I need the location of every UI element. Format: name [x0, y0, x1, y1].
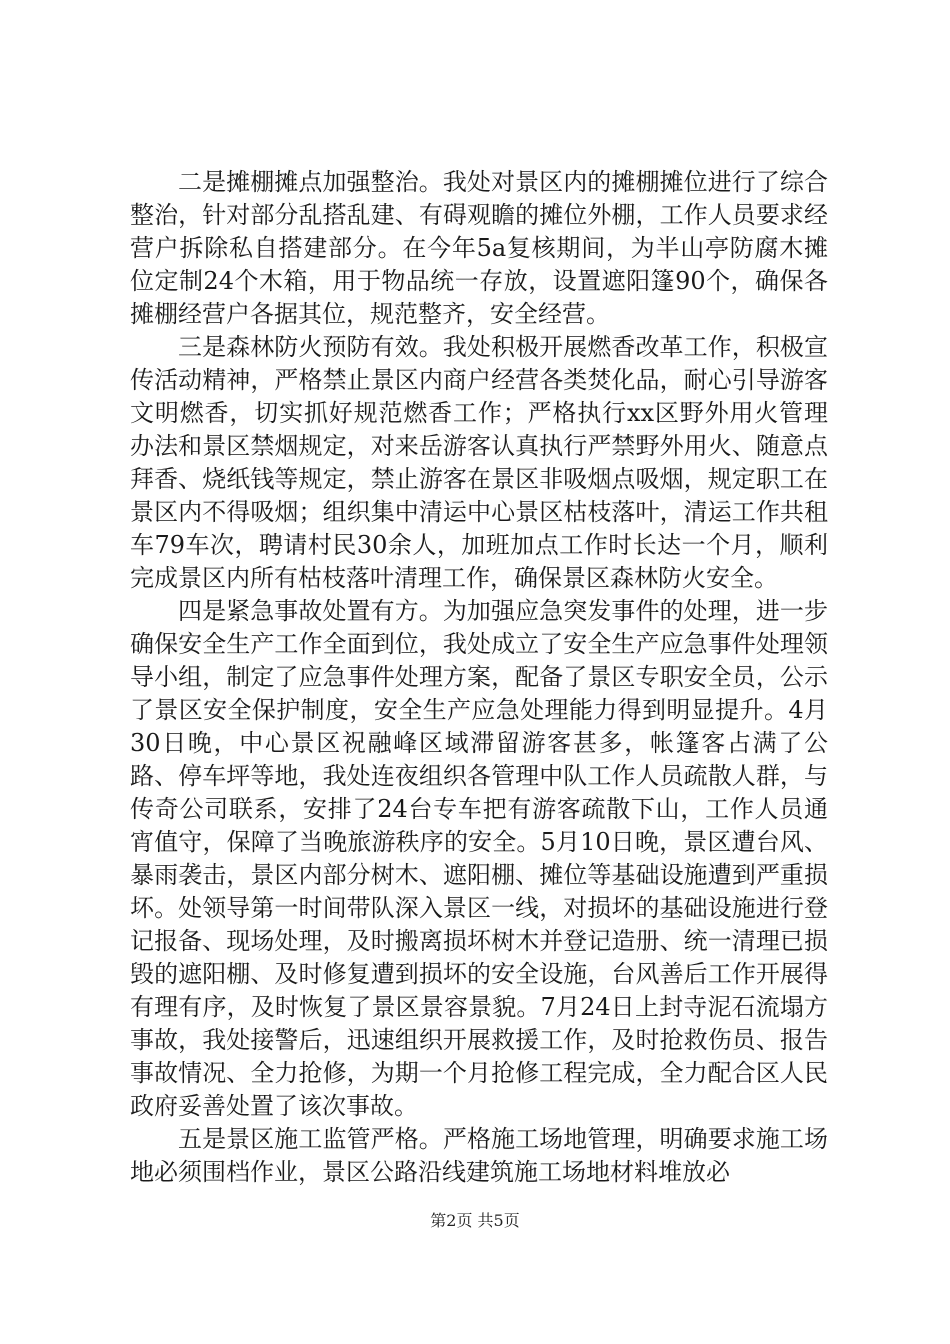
paragraph-emergency-handling: 四是紧急事故处置有方。为加强应急突发事件的处理，进一步确保安全生产工作全面到位，我处成立了安全生产应急事件处理领导小组，制定了应急事件处理方案，配备了景区专职安全员，公示了景区安全保护制度，安全生产应急处理能力得到明显提升。4月30日晚，中心景区祝融峰区域滞留游客甚多，帐篷客占满了公路、停车坪等地，我处连夜组织各管理中队工作人员疏散人群，与传奇公司联系，安排了24台专车把有游客疏散下山，工作人员通宵值守，保障了当晚旅游秩序的安全。5月10日晚，景区遭台风、暴雨袭击，景区内部分树木、遮阳棚、摊位等基础设施遭到严重损坏。处领导第一时间带队深入景区一线，对损坏的基础设施进行登记报备、现场处理，及时搬离损坏树木并登记造册、统一清理已损毁的遮阳棚、及时修复遭到损坏的安全设施，台风善后工作开展得有理有序，及时恢复了景区景容景貌。7月24日上封寺泥石流塌方事故，我处接警后，迅速组织开展救援工作，及时抢救伤员、报告事故情况、全力抢修，为期一个月抢修工程完成，全力配合区人民政府妥善处置了该次事故。 — [130, 597, 828, 1120]
paragraph-forest-fire-prevention: 三是森林防火预防有效。我处积极开展燃香改革工作，积极宣传活动精神，严格禁止景区内商户经营各类焚化品，耐心引导游客文明燃香，切实抓好规范燃香工作；严格执行xx区野外用火管理办法和景区禁烟规定，对来岳游客认真执行严禁野外用火、随意点拜香、烧纸钱等规定，禁止游客在景区非吸烟点吸烟，规定职工在景区内不得吸烟；组织集中清运中心景区枯枝落叶，清运工作共租车79车次，聘请村民30余人，加班加点工作时长达一个月，顺利完成景区内所有枯枝落叶清理工作，确保景区森林防火安全。 — [130, 333, 828, 592]
page-number-footer: 第2页 共5页 — [430, 1211, 520, 1230]
paragraph-construction-supervision: 五是景区施工监管严格。严格施工场地管理，明确要求施工场地必须围档作业，景区公路沿线建筑施工场地材料堆放必 — [130, 1125, 828, 1186]
paragraph-stall-rectification: 二是摊棚摊点加强整治。我处对景区内的摊棚摊位进行了综合整治，针对部分乱搭乱建、有碍观瞻的摊位外棚，工作人员要求经营户拆除私自搭建部分。在今年5a复核期间，为半山亭防腐木摊位定制24个木箱，用于物品统一存放，设置遮阳篷90个，确保各摊棚经营户各据其位，规范整齐，安全经营。 — [130, 168, 828, 328]
document-body — [130, 166, 828, 1189]
